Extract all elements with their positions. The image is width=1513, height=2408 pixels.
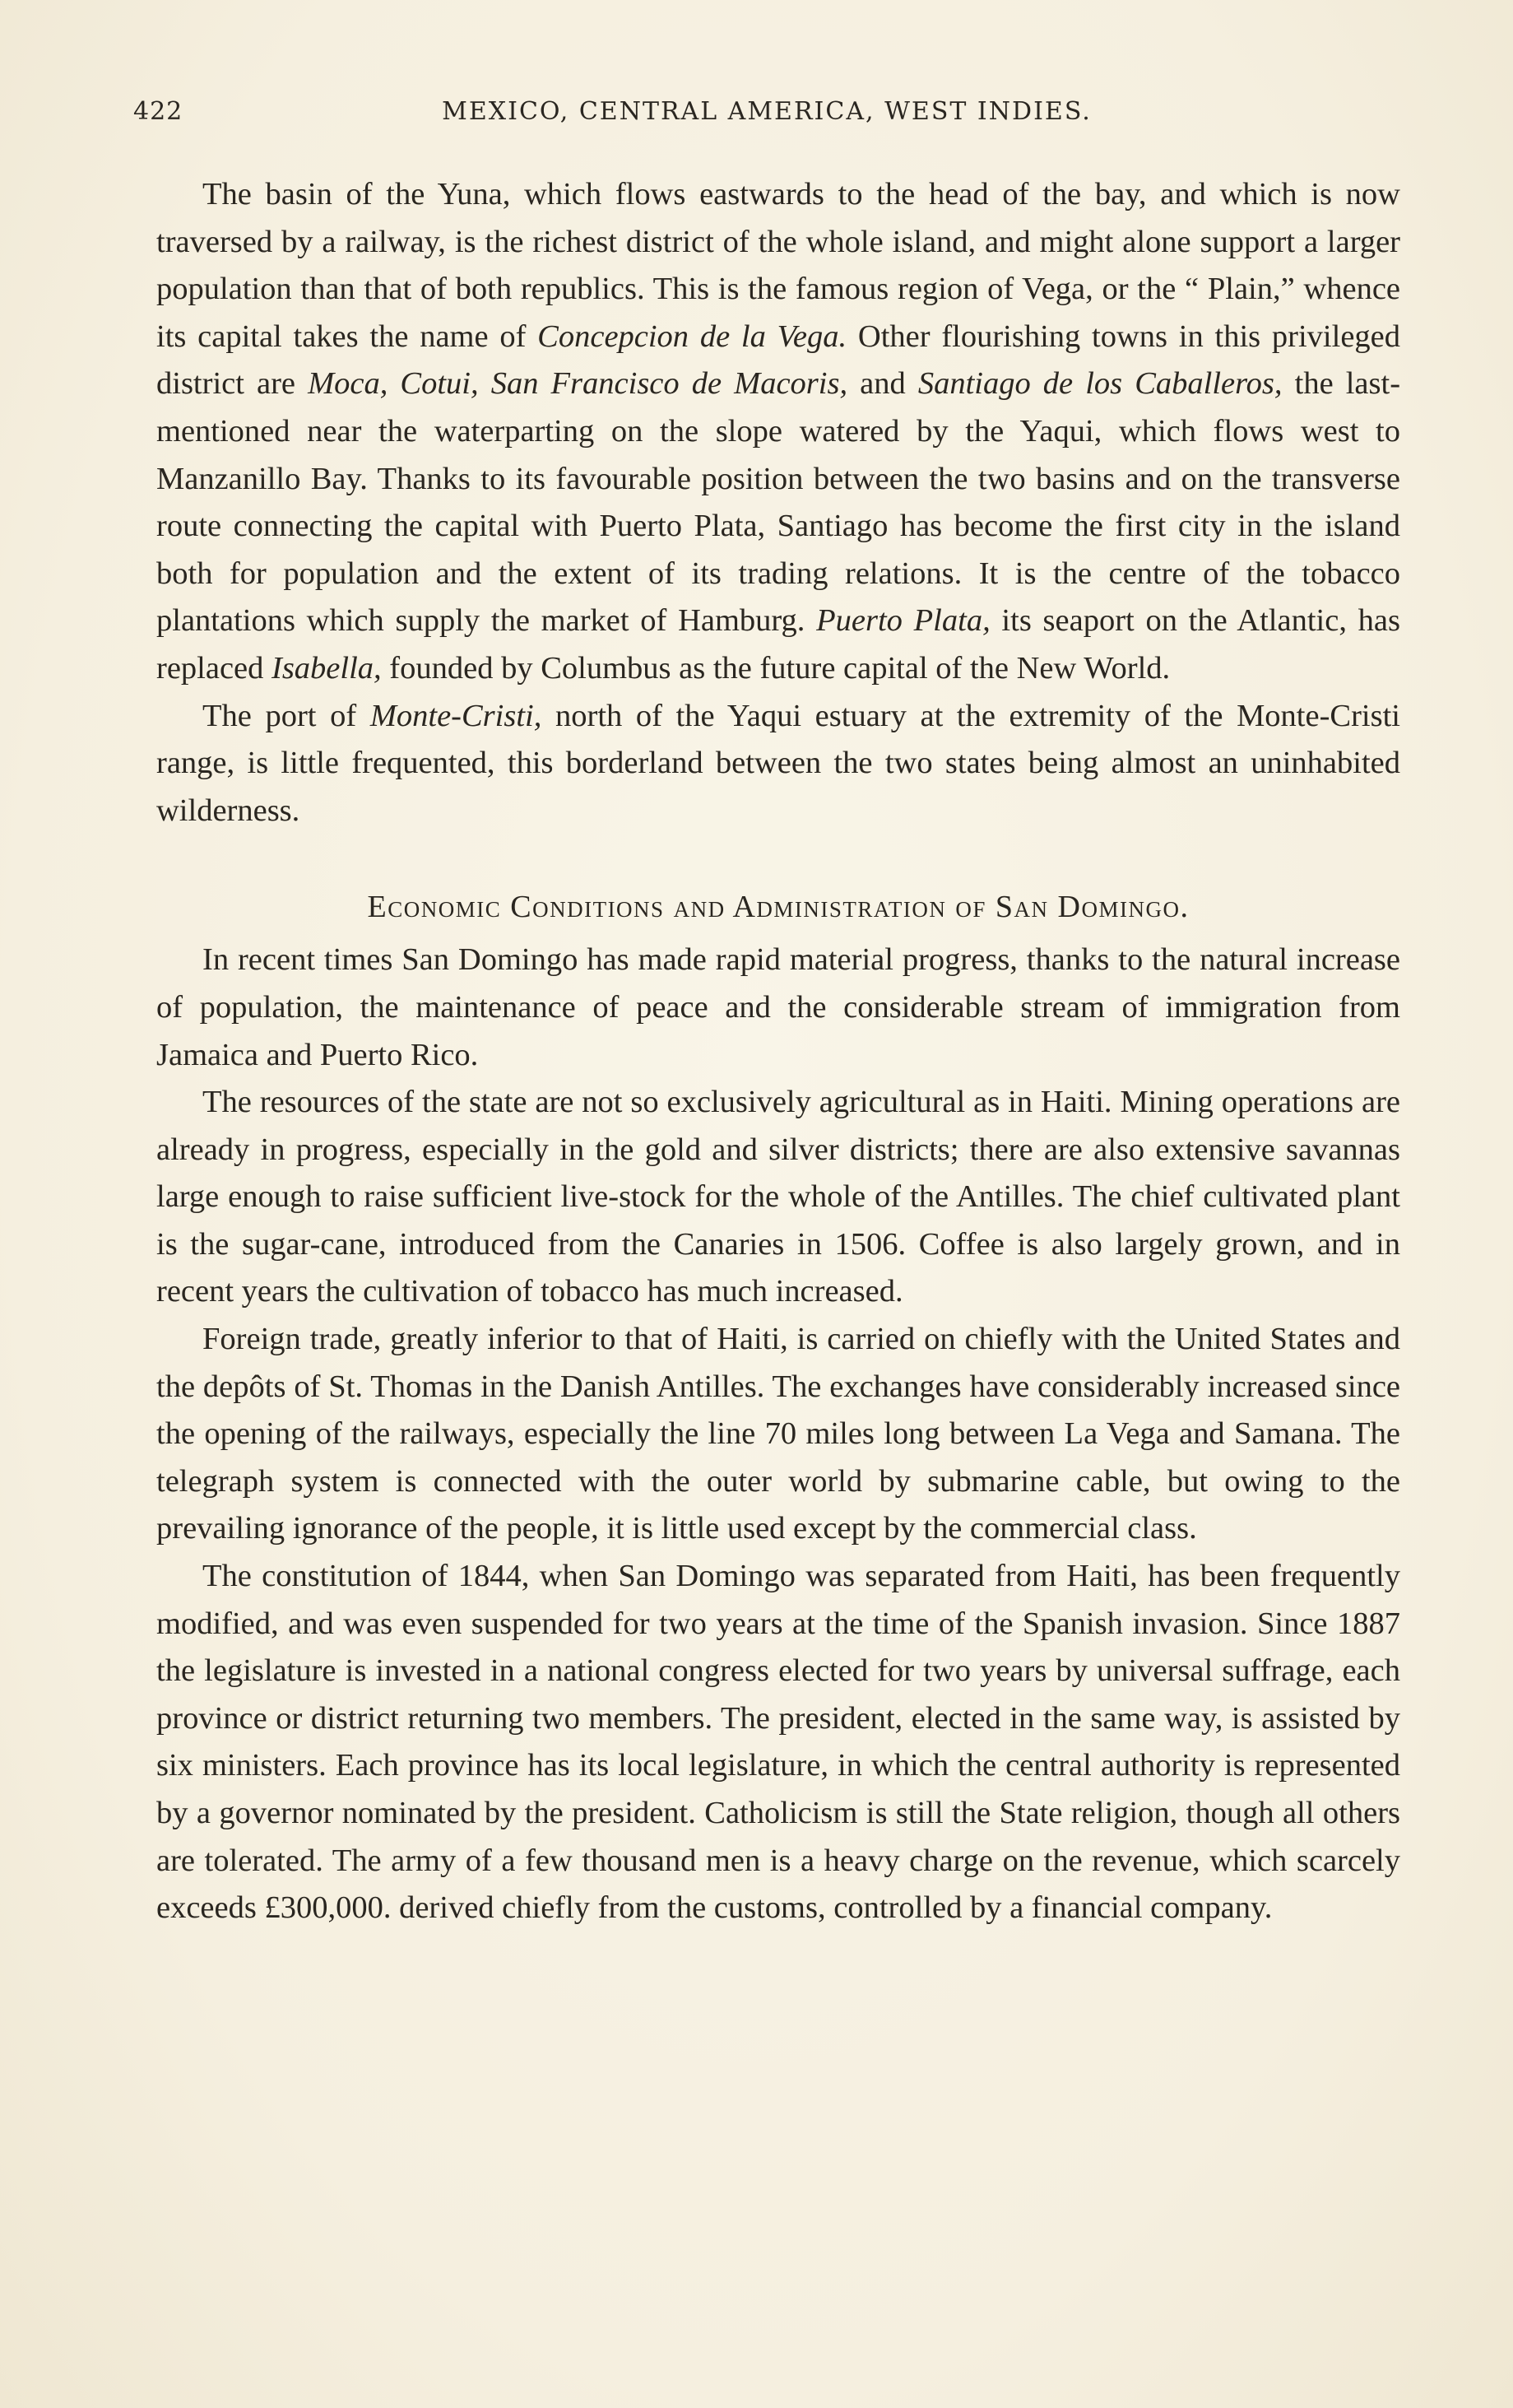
place-name: Puerto Plata,: [816, 603, 991, 639]
text-run: and: [847, 366, 918, 402]
body-text: [156, 171, 1400, 1932]
running-title: MEXICO, CENTRAL AMERICA, WEST INDIES.: [442, 97, 1092, 126]
text-run: The port of: [202, 698, 370, 733]
text-run: founded by Columbus as the future capital of the New World.: [381, 650, 1171, 686]
paragraph-monte-cristi: [156, 693, 1400, 835]
place-name: Moca, Cotui, San Francisco de Macoris,: [308, 366, 848, 402]
text-run: north of the Yaqui estuary at the extremity of the Monte-Cristi range, is little frequented, this borderland between the two states being almost an uninhabited wilderness.: [156, 698, 1400, 828]
text-run: The basin of the Yuna, which flows eastwards to the head of the bay, and which is now traversed by a railway, is the richest district of the whole island, and might alone support a larger population than that of both republics. This is the famous region of Vega, or the “ Plain,” whence its capital takes the name of: [156, 177, 1400, 354]
paragraph-foreign-trade: Foreign trade, greatly inferior to that of Haiti, is carried on chiefly with the United States and the depôts of St. Thomas in the Danish Antilles. The exchanges have considerably increased since the opening of the railways, especially the line 70 miles long between La Vega and Samana. The telegraph system is connected with the outer world by submarine cable, but owing to the prevailing ignorance of the people, it is little used except by the commercial class.: [156, 1322, 1400, 1546]
place-name: Isabella,: [272, 650, 382, 686]
text-run: Other flourishing towns in this privileged district are: [156, 318, 1400, 402]
text-run: the last-mentioned near the waterparting on the slope watered by the Yaqui, which flows west to Manzanillo Bay. Thanks to its favourable position between the two basins and on the transverse route connecting the capital with Puerto Plata, Santiago has become the first city in the island both for population and the extent of its trading relations. It is the centre of the tobacco plantations which supply the market of Hamburg.: [156, 366, 1401, 639]
paragraph-resources: The resources of the state are not so exclusively agricultural as in Haiti. Mining operations are already in progress, especially in the gold and silver districts; there are also extensive savannas large enough to raise sufficient live-stock for the whole of the Antilles. The chief cultivated plant is the sugar-cane, introduced from the Canaries in 1506. Coffee is also largely grown, and in recent years the cultivation of tobacco has much increased.: [156, 1085, 1400, 1309]
place-name: Monte-Cristi,: [369, 698, 542, 733]
page-number: 422: [133, 97, 183, 126]
place-name: Concepcion de la Vega.: [537, 318, 847, 354]
section-heading: Economic Conditions and Administration of San Domingo.: [367, 890, 1190, 925]
place-name: Santiago de los Caballeros,: [917, 366, 1283, 402]
paragraph-constitution: The constitution of 1844, when San Domingo was separated from Haiti, has been frequently modified, and was even suspended for two years at the time of the Spanish invasion. Since 1887 the legislature is invested in a national congress elected for two years by universal suffrage, each province or district returning two members. The president, elected in the same way, is assisted by six ministers. Each province has its local legislature, in which the central authority is represented by a governor nominated by the president. Catholicism is still the State religion, though all others are tolerated. The army of a few thousand men is a heavy charge on the revenue, which scarcely exceeds £300,000. derived chiefly from the customs, controlled by a financial company.: [156, 1559, 1400, 1926]
paragraph-material-progress: In recent times San Domingo has made rapid material progress, thanks to the natural increase of population, the maintenance of peace and the considerable stream of immigration from Jamaica and Puerto Rico.: [156, 942, 1400, 1072]
paragraph-yuna-basin: [156, 171, 1400, 693]
text-run: its seaport on the Atlantic, has replaced: [156, 603, 1400, 686]
running-head: [133, 97, 1400, 137]
